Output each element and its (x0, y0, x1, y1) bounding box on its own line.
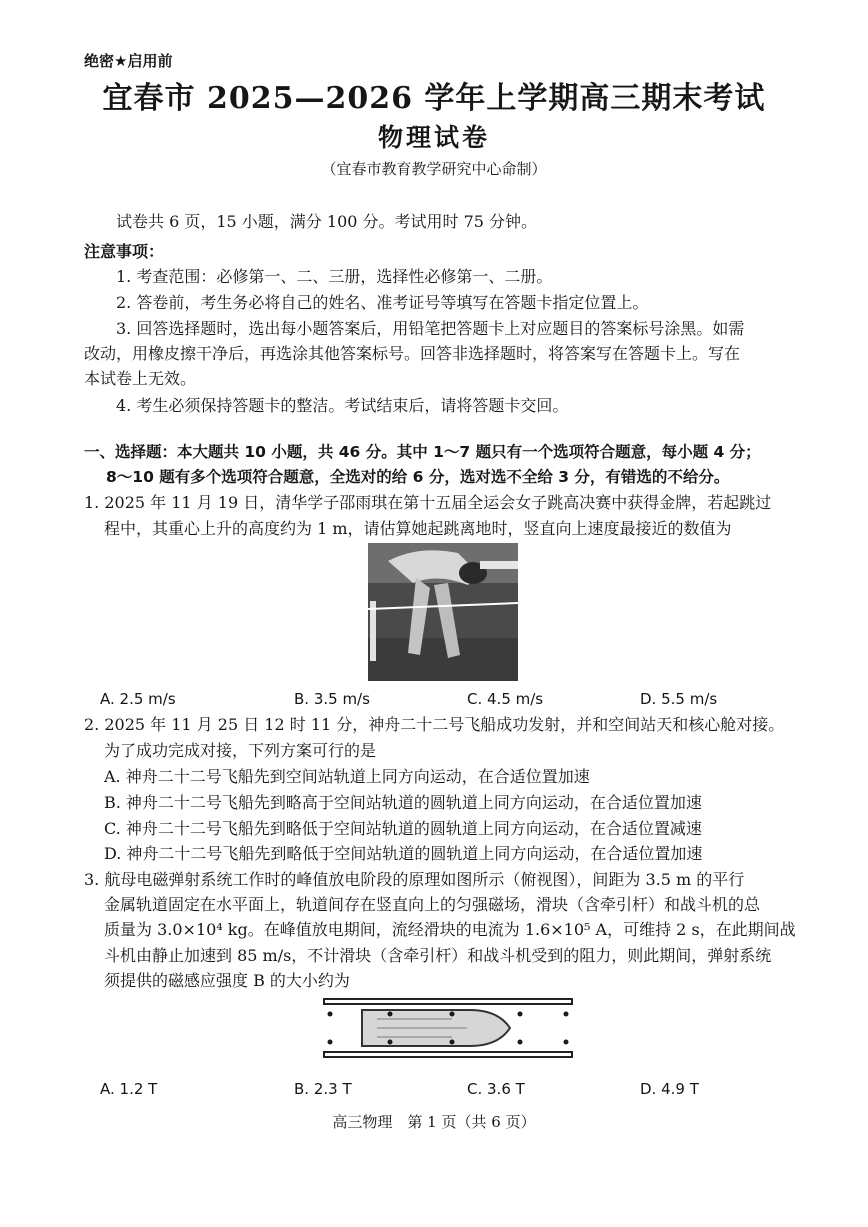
q3-stem-line-3: 质量为 3.0×10⁴ kg。在峰值放电期间，流经滑块的电流为 1.6×10⁵ A，可维持 2 s，在此期间战 (104, 920, 796, 939)
q1-option-c[interactable]: C. 4.5 m/s (467, 690, 544, 708)
q2-stem-line-1: 2. 2025 年 11 月 25 日 12 时 11 分，神舟二十二号飞船成功发射，并和空间站天和核心舱对接。 (84, 715, 785, 734)
notes-heading: 注意事项： (84, 242, 165, 261)
q2-stem-line-2: 为了成功完成对接，下列方案可行的是 (104, 741, 377, 760)
q3-stem-line-2: 金属轨道固定在水平面上，轨道间存在竖直向上的匀强磁场，滑块（含牵引杆）和战斗机的总 (104, 895, 761, 914)
q3-stem-line-4: 斗机由静止加速到 85 m/s，不计滑块（含牵引杆）和战斗机受到的阻力，则此期间，弹射系统 (104, 946, 772, 965)
rail-diagram (322, 995, 574, 1061)
exam-intro: 试卷共 6 页，15 小题，满分 100 分。考试用时 75 分钟。 (116, 212, 538, 231)
q3-stem-line-5: 须提供的磁感应强度 B 的大小约为 (104, 971, 350, 990)
subject-title: 物理试卷 (377, 123, 490, 152)
q2-option-a[interactable]: A. 神舟二十二号飞船先到空间站轨道上同方向运动，在合适位置加速 (104, 767, 590, 786)
note-3-line-2: 改动，用橡皮擦干净后，再选涂其他答案标号。回答非选择题时，将答案写在答题卡上。写在 (84, 344, 741, 363)
high-jump-photo (368, 543, 518, 681)
page-footer: 高三物理 第 1 页（共 6 页） (332, 1113, 536, 1131)
note-2: 2. 答卷前，考生务必将自己的姓名、准考证号等填写在答题卡指定位置上。 (116, 293, 649, 312)
organizer-note: （宜春市教育教学研究中心命制） (321, 160, 547, 178)
q3-option-c[interactable]: C. 3.6 T (467, 1080, 525, 1098)
q2-option-d[interactable]: D. 神舟二十二号飞船先到略低于空间站轨道的圆轨道上同方向运动，在合适位置加速 (104, 844, 703, 863)
section-heading-line-1: 一、选择题：本大题共 10 小题，共 46 分。其中 1～7 题只有一个选项符合题意，每小题 4 分； (84, 443, 761, 461)
q1-option-d[interactable]: D. 5.5 m/s (640, 690, 718, 708)
q3-option-b[interactable]: B. 2.3 T (294, 1080, 352, 1098)
note-1: 1. 考查范围：必修第一、二、三册，选择性必修第一、二册。 (116, 267, 553, 286)
q2-option-c[interactable]: C. 神舟二十二号飞船先到略低于空间站轨道的圆轨道上同方向运动，在合适位置减速 (104, 819, 702, 838)
q1-option-a[interactable]: A. 2.5 m/s (100, 690, 176, 708)
secret-mark: 绝密★启用前 (84, 52, 173, 70)
q2-option-b[interactable]: B. 神舟二十二号飞船先到略高于空间站轨道的圆轨道上同方向运动，在合适位置加速 (104, 793, 702, 812)
q3-option-d[interactable]: D. 4.9 T (640, 1080, 699, 1098)
note-4: 4. 考生必须保持答题卡的整洁。考试结束后，请将答题卡交回。 (116, 396, 569, 415)
q1-stem-line-1: 1. 2025 年 11 月 19 日，清华学子邵雨琪在第十五届全运会女子跳高决赛中获得金牌，若起跳过 (84, 493, 772, 512)
q1-stem-line-2: 程中，其重心上升的高度约为 1 m，请估算她起跳离地时，竖直向上速度最接近的数值为 (104, 519, 732, 538)
note-3-line-3: 本试卷上无效。 (84, 369, 197, 388)
section-heading-line-2: 8～10 题有多个选项符合题意，全选对的给 6 分，选对选不全给 3 分，有错选的不给分。 (106, 468, 730, 486)
exam-title: 宜春市 2025—2026 学年上学期高三期末考试 (102, 81, 766, 116)
note-3-line-1: 3. 回答选择题时，选出每小题答案后，用铅笔把答题卡上对应题目的答案标号涂黑。如需 (116, 319, 745, 338)
q1-option-b[interactable]: B. 3.5 m/s (294, 690, 370, 708)
q3-option-a[interactable]: A. 1.2 T (100, 1080, 158, 1098)
q3-stem-line-1: 3. 航母电磁弹射系统工作时的峰值放电阶段的原理如图所示（俯视图），间距为 3.5 m 的平行 (84, 870, 745, 889)
